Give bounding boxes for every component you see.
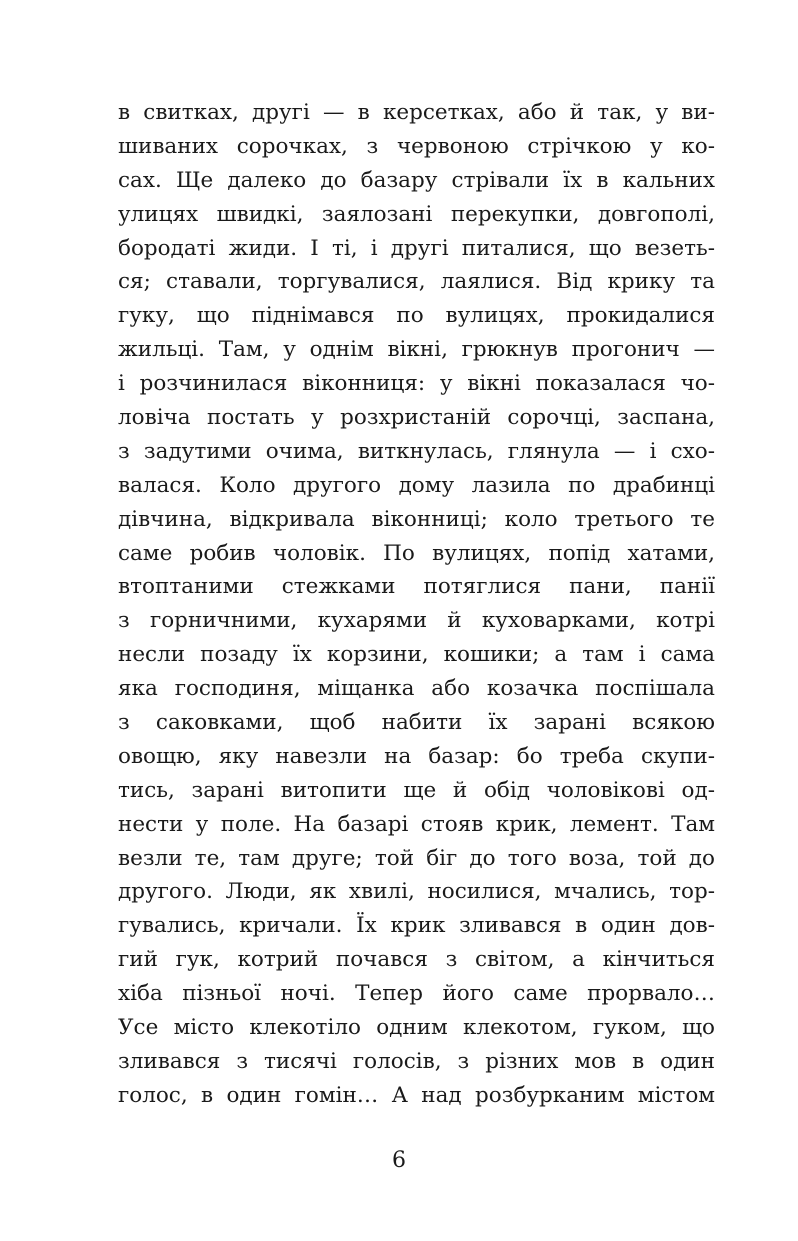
text-line: з саковками, щоб набити їх зарані всякою: [118, 710, 715, 736]
text-line: жильці. Там, у однім вікні, грюкнув прогонич —: [118, 337, 715, 363]
text-line: шиваних сорочках, з червоною стрічкою у ко-: [118, 133, 715, 159]
text-line: в свитках, другі — в керсетках, або й так, у ви-: [118, 100, 715, 125]
text-line: Усе місто клекотіло одним клекотом, гуком, що: [118, 1015, 715, 1041]
text-line: голос, в один гомін… А над розбурканим містом: [118, 1082, 715, 1108]
text-line: з задутими очима, виткнулась, глянула — і схо-: [118, 438, 715, 464]
text-line: гуку, що піднімався по вулицях, прокидалися: [118, 303, 715, 329]
text-line: ловіча постать у розхристаній сорочці, заспана,: [118, 405, 715, 431]
text-line: саме робив чоловік. По вулицях, попід хатами,: [118, 540, 715, 566]
text-line: дівчина, відкривала віконниці; коло третього те: [118, 506, 715, 532]
text-line: несли позаду їх корзини, кошики; а там і сама: [118, 642, 715, 668]
body-text: [118, 96, 715, 1113]
text-line: везли те, там друге; той біг до того воза, той до: [118, 845, 715, 871]
text-line: тись, зарані витопити ще й обід чоловікові од-: [118, 777, 715, 803]
text-line: хіба пізньої ночі. Тепер його саме прорвало…: [118, 981, 715, 1007]
text-line: бородаті жиди. І ті, і другі питалися, що везеть-: [118, 235, 715, 261]
text-line: гий гук, котрий почався з світом, а кінчиться: [118, 947, 715, 973]
text-line: валася. Коло другого дому лазила по драбинці: [118, 472, 715, 498]
page-number: 6: [392, 1148, 406, 1173]
text-line: гувались, кричали. Їх крик зливався в один дов-: [118, 913, 715, 939]
text-line: овощю, яку навезли на базар: бо треба скупи-: [118, 743, 715, 769]
text-line: зливався з тисячі голосів, з різних мов в один: [118, 1048, 715, 1074]
text-line: ся; ставали, торгувалися, лаялися. Від крику та: [118, 269, 715, 295]
text-line: втоптаними стежками потяглися пани, панії: [118, 574, 715, 600]
text-line: сах. Ще далеко до базару стрівали їх в кальних: [118, 167, 715, 193]
text-line: з горничними, кухарями й куховарками, котрі: [118, 608, 715, 634]
text-line: і розчинилася віконниця: у вікні показалася чо-: [118, 371, 715, 397]
text-line: яка господиня, міщанка або козачка поспішала: [118, 676, 715, 702]
text-line: улицях швидкі, заялозані перекупки, довгополі,: [118, 201, 715, 227]
text-line: нести у поле. На базарі стояв крик, лемент. Там: [118, 811, 715, 837]
text-line: другого. Люди, як хвилі, носилися, мчались, тор-: [118, 879, 715, 905]
